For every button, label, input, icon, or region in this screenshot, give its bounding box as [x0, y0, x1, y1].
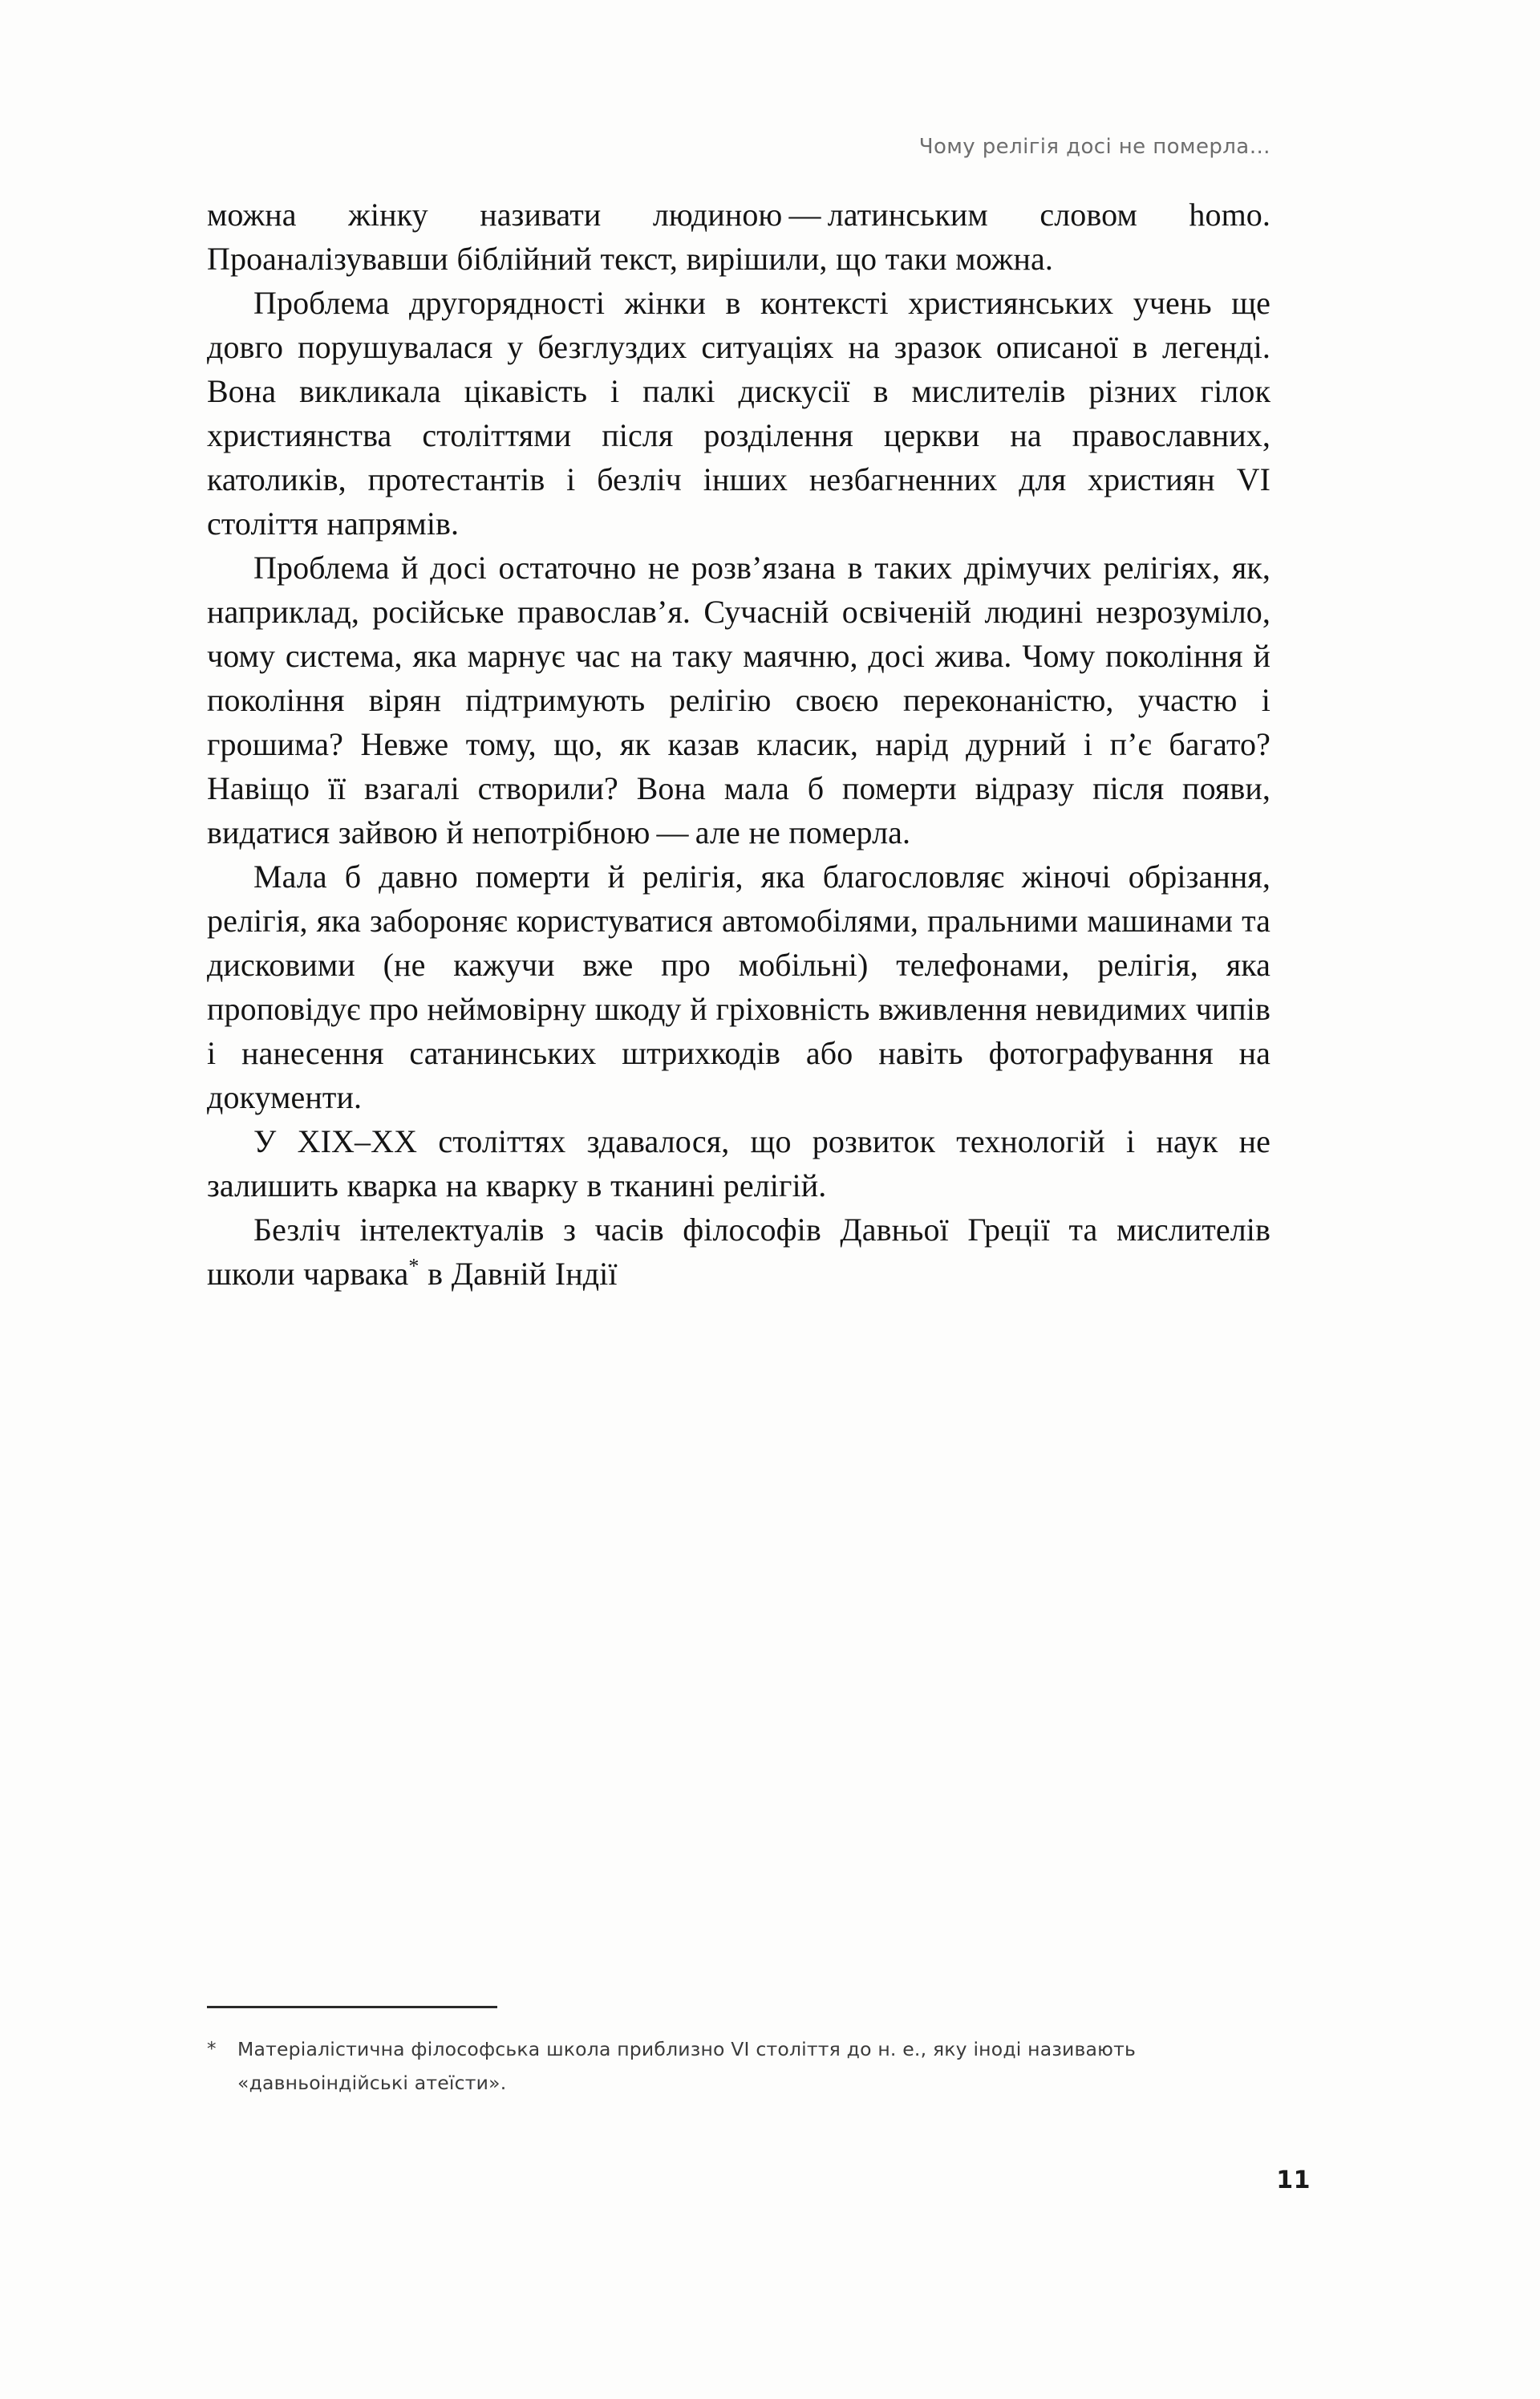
footnote-text: Матеріалістична філософська школа приблизно VI століття до н. е., яку іноді називають «давньоіндійські атеїсти». — [237, 2038, 1137, 2094]
footnote-separator-rule — [207, 2006, 497, 2008]
page-number: 11 — [1276, 2166, 1311, 2194]
footnote — [207, 2032, 1270, 2100]
paragraph-4: Мала б давно померти й релігія, яка благословляє жіночі обрізання, релігія, яка забороняє користуватися автомобілями, пральними машинами та дисковими (не кажучи вже про мобільні) телефонами, релігія, яка проповідує про неймовірну шкоду й гріховність вживлення невидимих чипів і нанесення сатанинських штрихкодів або навіть фотографування на документи. — [207, 859, 1270, 1115]
footnote-marker: * — [207, 2039, 217, 2060]
paragraph-1: можна жінку називати людиною — латинським словом homo. Проаналізувавши біблійний текст, вирішили, що таки можна. — [207, 197, 1270, 277]
body-text-column — [207, 193, 1270, 1296]
running-head: Чому релігія досі не померла… — [918, 135, 1270, 159]
footnote-reference-marker[interactable]: * — [408, 1254, 419, 1278]
paragraph-2: Проблема другорядності жінки в контексті християнських учень ще довго порушувалася у безглуздих ситуаціях на зразок описаної в легенді. Вона викликала цікавість і палкі дискусії в мислителів різних гілок християнства століттями після розділення церкви на православних, католиків, протестантів і безліч інших незбагненних для християн VI століття напрямів. — [207, 285, 1270, 542]
paragraph-3: Проблема й досі остаточно не розв’язана в таких дрімучих релігіях, як, наприклад, російське православ’я. Сучасній освіченій людині незрозуміло, чому система, яка марнує час на таку маячню, досі жива. Чому покоління й покоління вірян підтримують релігію своєю переконаністю, участю і грошима? Невже тому, що, як казав класик, нарід дурний і п’є багато? Навіщо її взагалі створили? Вона мала б померти відразу після появи, видатися зайвою й непотрібною — але не померла. — [207, 550, 1270, 850]
paragraph-5: У XIX–XX століттях здавалося, що розвиток технологій і наук не залишить кварка на кварку в тканині релігій. — [207, 1123, 1270, 1204]
paragraph-6-text-before-footnote-marker: Безліч інтелектуалів з часів філософів Давньої Греції та мислителів школи чарвака — [207, 1212, 1270, 1292]
paragraph-6-text-after-footnote-marker: в Давній Індії — [419, 1256, 618, 1292]
paragraph-6 — [207, 1208, 1270, 1296]
footnote-area — [207, 2006, 1270, 2100]
